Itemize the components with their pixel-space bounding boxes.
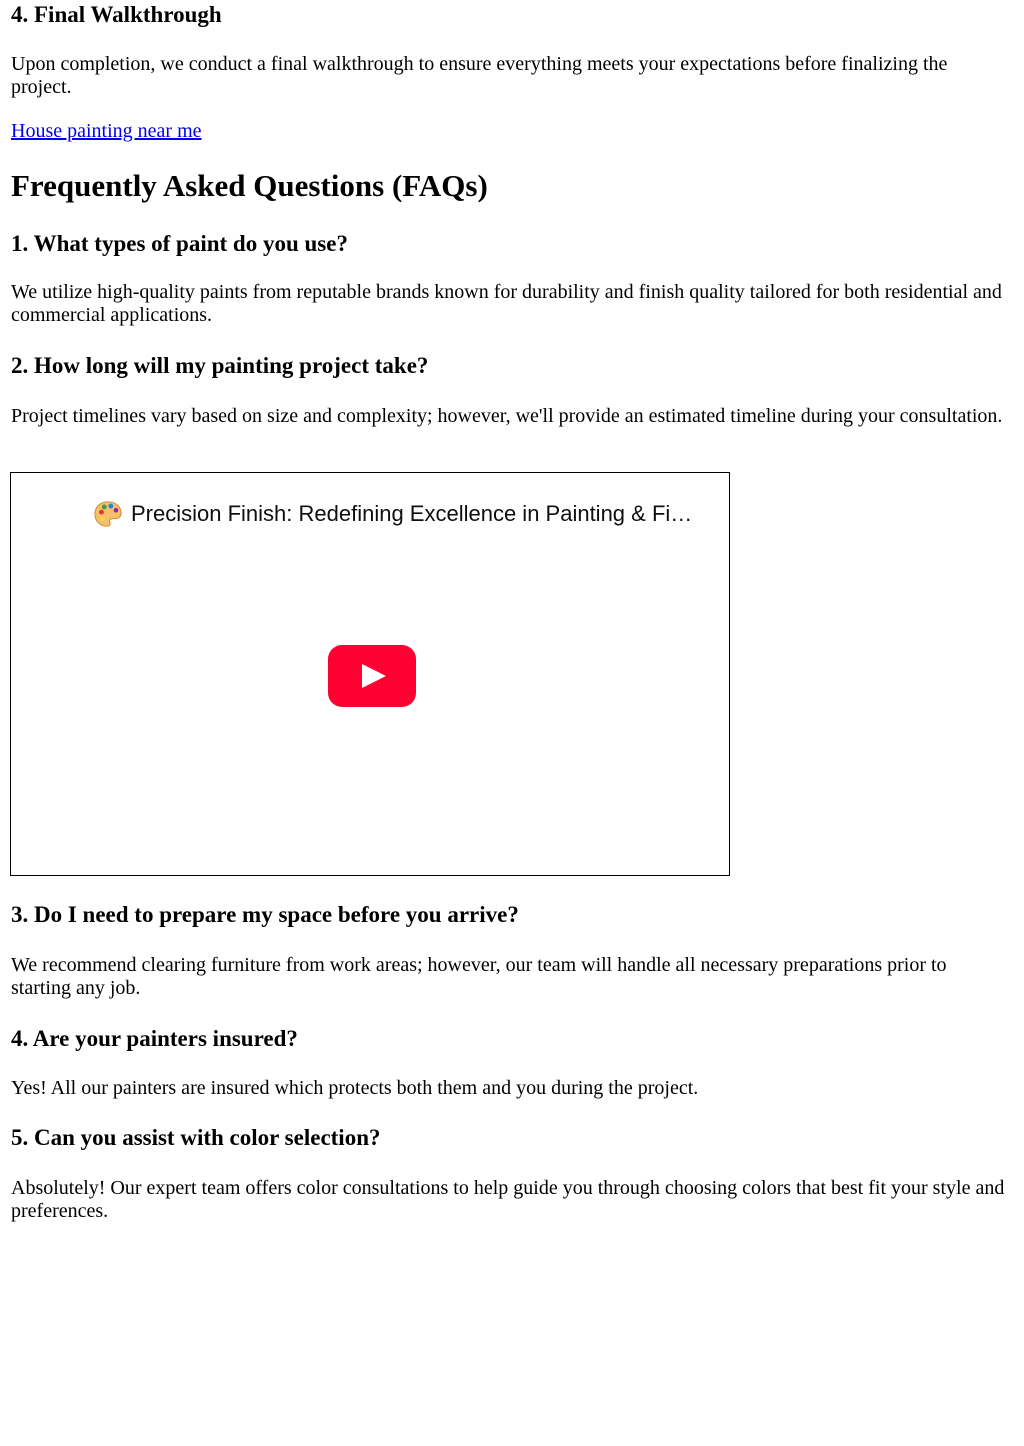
- youtube-video-embed[interactable]: [10, 472, 730, 876]
- faq-question-2: 2. How long will my painting project take?: [11, 353, 429, 378]
- house-painting-link[interactable]: House painting near me: [11, 120, 202, 142]
- artist-palette-icon: [93, 499, 123, 529]
- step-4-heading: 4. Final Walkthrough: [11, 2, 222, 27]
- video-title[interactable]: Precision Finish: Redefining Excellence in Painting & Fi…: [131, 501, 693, 526]
- faq-question-5: 5. Can you assist with color selection?: [11, 1125, 381, 1150]
- faq-answer-2: Project timelines vary based on size and complexity; however, we'll provide an estimated timeline during your consultation.: [11, 405, 1003, 427]
- video-title-row[interactable]: [93, 499, 692, 529]
- step-4-text: Upon completion, we conduct a final walkthrough to ensure everything meets your expectations before finalizing the project.: [11, 53, 948, 98]
- faq-answer-5: Absolutely! Our expert team offers color consultations to help guide you through choosing colors that best fit your style and preferences.: [11, 1177, 1005, 1222]
- faq-question-3: 3. Do I need to prepare my space before you arrive?: [11, 902, 519, 927]
- faq-answer-3: We recommend clearing furniture from work areas; however, our team will handle all necessary preparations prior to starting any job.: [11, 954, 947, 999]
- faq-question-1: 1. What types of paint do you use?: [11, 231, 348, 256]
- youtube-play-icon[interactable]: [328, 645, 416, 707]
- faq-answer-1: We utilize high-quality paints from reputable brands known for durability and finish quality tailored for both residential and commercial applications.: [11, 281, 1002, 326]
- faq-answer-4: Yes! All our painters are insured which protects both them and you during the project.: [11, 1077, 699, 1099]
- faq-title: Frequently Asked Questions (FAQs): [11, 168, 488, 203]
- faq-question-4: 4. Are your painters insured?: [11, 1026, 298, 1051]
